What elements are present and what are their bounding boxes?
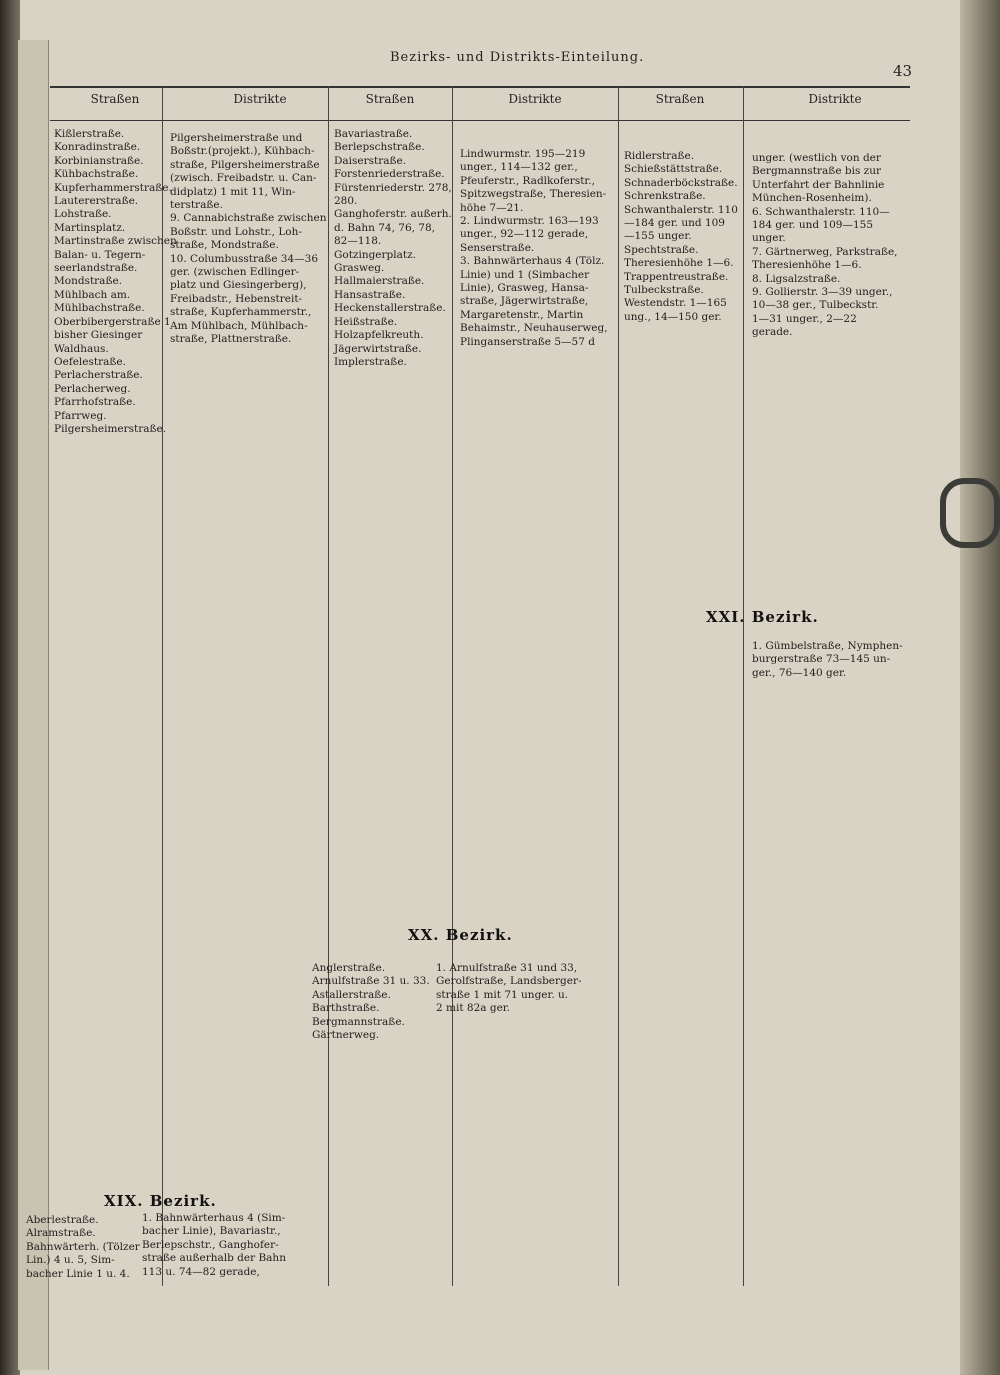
text-line: Bergmannstraße bis zur — [752, 165, 881, 178]
text-line: 2. Lindwurmstr. 163—193 — [460, 215, 599, 228]
text-line: Fürstenriederstr. 278, — [334, 181, 452, 194]
text-line: Aberlestraße. — [26, 1214, 99, 1226]
text-line: unger. — [752, 232, 786, 245]
text-line: Oberbibergerstraße 1 — [54, 315, 171, 328]
text-line: Balan- u. Tegern- — [54, 248, 146, 261]
text-line: Am Mühlbach, Mühlbach- — [170, 319, 308, 332]
xxi-districts — [752, 640, 903, 680]
text-line: Lindwurmstr. 195—219 — [460, 148, 586, 160]
text-line: Berlepschstr., Ganghofer- — [142, 1238, 279, 1251]
text-line: Konradinstraße. — [54, 141, 141, 154]
text-line: Alramstraße. — [26, 1227, 96, 1240]
districts-column-1 — [170, 132, 327, 347]
section-heading-xx: XX. Bezirk. — [408, 926, 513, 944]
text-line: 7. Gärtnerweg, Parkstraße, — [752, 245, 898, 258]
text-line: d. Bahn 74, 76, 78, — [334, 221, 436, 234]
header-rule-bottom — [50, 120, 910, 121]
text-line: 8. Ligsalzstraße. — [752, 272, 841, 285]
text-line: Tulbeckstraße. — [624, 284, 704, 297]
text-line: Gärtnerweg. — [312, 1029, 380, 1042]
text-line: bacher Linie), Bavariastr., — [142, 1225, 281, 1238]
text-line: Perlacherstraße. — [54, 369, 143, 382]
text-line: Spechtstraße. — [624, 243, 699, 256]
binding-edge — [0, 0, 20, 1375]
text-line: Lohstraße. — [54, 208, 112, 221]
text-line: seerlandstraße. — [54, 262, 138, 275]
text-line: 3. Bahnwärterhaus 4 (Tölz. — [460, 255, 605, 268]
section-heading-xix: XIX. Bezirk. — [104, 1192, 217, 1210]
text-line: Schnaderböckstraße. — [624, 176, 738, 189]
previous-page-edge — [18, 40, 49, 1370]
text-line: straße, Jägerwirtstraße, — [460, 295, 589, 308]
text-line: 1. Gümbelstraße, Nymphen- — [752, 640, 903, 652]
text-line: ger. (zwischen Edlinger- — [170, 266, 300, 279]
header-rule-top — [50, 86, 910, 88]
col-head-districts-1: Distrikte — [233, 92, 287, 106]
text-line: Hallmaierstraße. — [334, 275, 425, 288]
text-line: Berlepschstraße. — [334, 141, 425, 154]
text-line: 280. — [334, 195, 358, 208]
text-line: Grasweg. — [334, 262, 385, 275]
text-line: unger., 92—112 gerade, — [460, 228, 589, 241]
text-line: Arnulfstraße 31 u. 33. — [312, 975, 430, 988]
text-line: 184 ger. und 109—155 — [752, 219, 874, 232]
page-number: 43 — [893, 62, 913, 80]
text-line: Ganghoferstr. außerh. — [334, 208, 452, 221]
text-line: Linie) und 1 (Simbacher — [460, 268, 590, 281]
text-line: Mühlbach am. — [54, 288, 131, 301]
text-line: straße, Plattnerstraße. — [170, 333, 292, 346]
text-line: (zwisch. Freibadstr. u. Can- — [170, 172, 317, 185]
text-line: Perlacherweg. — [54, 382, 131, 395]
streets-column-1 — [54, 128, 177, 436]
column-divider — [743, 86, 744, 1286]
text-line: Kühbachstraße. — [54, 168, 139, 181]
text-line: —155 unger. — [624, 230, 692, 243]
text-line: Korbinianstraße. — [54, 154, 144, 167]
text-line: Kupferhammerstraße. — [54, 181, 172, 194]
text-line: Lautererstraße. — [54, 195, 139, 208]
text-line: Daiserstraße. — [334, 154, 407, 167]
col-head-streets-3: Straßen — [655, 92, 705, 106]
text-line: Gotzingerplatz. — [334, 248, 416, 261]
text-line: 1—31 unger., 2—22 — [752, 312, 857, 325]
text-line: Boßstr.(projekt.), Kühbach- — [170, 145, 315, 158]
paper-clip-icon — [940, 478, 1000, 548]
text-line: Schwanthalerstr. 110 — [624, 203, 738, 216]
text-line: Spitzwegstraße, Theresien- — [460, 188, 607, 201]
section-heading-xxi: XXI. Bezirk. — [706, 608, 819, 626]
text-line: Heißstraße. — [334, 315, 398, 328]
text-line: Behaimstr., Neuhauserweg, — [460, 322, 608, 335]
page-stack-edge — [960, 0, 1000, 1375]
text-line: 2 mit 82a ger. — [436, 1002, 510, 1015]
text-line: Westendstr. 1—165 — [624, 297, 727, 310]
text-line: 10. Columbusstraße 34—36 — [170, 252, 319, 265]
text-line: Linie), Grasweg, Hansa- — [460, 282, 589, 295]
text-line: Jägerwirtstraße. — [334, 342, 422, 355]
text-line: Pfeuferstr., Radlkoferstr., — [460, 174, 595, 187]
text-line: straße, Kupferhammerstr., — [170, 306, 312, 319]
text-line: München-Rosenheim). — [752, 192, 872, 205]
text-line: Schrenkstraße. — [624, 190, 706, 203]
text-line: straße, Pilgersheimerstraße — [170, 158, 320, 171]
text-line: burgerstraße 73—145 un- — [752, 653, 891, 666]
text-line: Plinganserstraße 5—57 d — [460, 335, 595, 348]
text-line: Martinsplatz. — [54, 221, 126, 234]
text-line: Waldhaus. — [54, 342, 109, 355]
text-line: Ridlerstraße. — [624, 150, 695, 162]
xix-districts — [142, 1212, 286, 1279]
text-line: Anglerstraße. — [312, 962, 386, 974]
text-line: 113 u. 74—82 gerade, — [142, 1265, 260, 1278]
text-line: straße außerhalb der Bahn — [142, 1252, 286, 1265]
text-line: Barthstraße. — [312, 1002, 380, 1015]
text-line: Astallerstraße. — [312, 988, 391, 1001]
text-line: Theresienhöhe 1—6. — [624, 257, 734, 270]
text-line: Bavariastraße. — [334, 128, 413, 140]
streets-column-2 — [334, 128, 452, 369]
text-line: Senserstraße. — [460, 241, 535, 254]
text-line: Holzapfelkreuth. — [334, 329, 424, 342]
text-line: unger. (westlich von der — [752, 152, 881, 164]
text-line: ung., 14—150 ger. — [624, 310, 722, 323]
text-line: Trappentreustraße. — [624, 270, 729, 283]
districts-column-3 — [752, 152, 898, 340]
text-line: Heckenstallerstraße. — [334, 302, 446, 315]
text-line: Kißlerstraße. — [54, 128, 125, 140]
column-divider — [618, 86, 619, 1286]
text-line: Pfarrhofstraße. — [54, 396, 136, 409]
text-line: bacher Linie 1 u. 4. — [26, 1267, 130, 1280]
xx-streets — [312, 962, 430, 1042]
districts-column-2 — [460, 148, 608, 349]
text-line: 1. Arnulfstraße 31 und 33, — [436, 962, 578, 974]
streets-column-3 — [624, 150, 738, 324]
text-line: 9. Gollierstr. 3—39 unger., — [752, 286, 893, 299]
text-line: platz und Giesingerberg), — [170, 279, 307, 292]
xix-streets — [26, 1214, 140, 1281]
text-line: 9. Cannabichstraße zwischen — [170, 212, 327, 225]
text-line: Mondstraße. — [54, 275, 123, 288]
xx-districts — [436, 962, 582, 1016]
text-line: Theresienhöhe 1—6. — [752, 259, 862, 272]
text-line: höhe 7—21. — [460, 201, 524, 214]
text-line: didplatz) 1 mit 11, Win- — [170, 185, 296, 198]
text-line: 6. Schwanthalerstr. 110— — [752, 205, 890, 218]
text-line: Oefelestraße. — [54, 355, 126, 368]
text-line: Unterfahrt der Bahnlinie — [752, 178, 885, 191]
text-line: Bergmannstraße. — [312, 1015, 405, 1028]
col-head-streets-2: Straßen — [365, 92, 415, 106]
col-head-districts-2: Distrikte — [508, 92, 562, 106]
column-divider — [452, 86, 453, 1286]
text-line: Martinstraße zwischen — [54, 235, 177, 248]
text-line: terstraße. — [170, 199, 223, 212]
text-line: Hansastraße. — [334, 288, 406, 301]
text-line: straße 1 mit 71 unger. u. — [436, 988, 569, 1001]
text-line: Boßstr. und Lohstr., Loh- — [170, 225, 302, 238]
col-head-streets-1: Straßen — [90, 92, 140, 106]
text-line: Pilgersheimerstraße. — [54, 422, 167, 435]
column-divider — [328, 86, 329, 1286]
text-line: gerade. — [752, 326, 793, 339]
text-line: Implerstraße. — [334, 355, 407, 368]
text-line: 82—118. — [334, 235, 382, 248]
text-line: ger., 76—140 ger. — [752, 666, 847, 679]
text-line: Bahnwärterh. (Tölzer — [26, 1240, 140, 1253]
col-head-districts-3: Distrikte — [808, 92, 862, 106]
text-line: —184 ger. und 109 — [624, 217, 725, 230]
text-line: 1. Bahnwärterhaus 4 (Sim- — [142, 1212, 286, 1224]
text-line: Lin.) 4 u. 5, Sim- — [26, 1254, 115, 1267]
page-header: Bezirks- und Distrikts-Einteilung. — [390, 50, 645, 65]
text-line: unger., 114—132 ger., — [460, 161, 578, 174]
text-line: 10—38 ger., Tulbeckstr. — [752, 299, 879, 312]
text-line: bisher Giesinger — [54, 329, 143, 342]
text-line: Margaretenstr., Martin — [460, 308, 584, 321]
text-line: Freibadstr., Hebenstreit- — [170, 292, 303, 305]
text-line: Pilgersheimerstraße und — [170, 132, 303, 144]
text-line: straße, Mondstraße. — [170, 239, 279, 252]
text-line: Pfarrweg. — [54, 409, 107, 422]
text-line: Schießstättstraße. — [624, 163, 723, 176]
text-line: Gerolfstraße, Landsberger- — [436, 975, 582, 988]
text-line: Mühlbachstraße. — [54, 302, 145, 315]
text-line: Forstenriederstraße. — [334, 168, 445, 181]
